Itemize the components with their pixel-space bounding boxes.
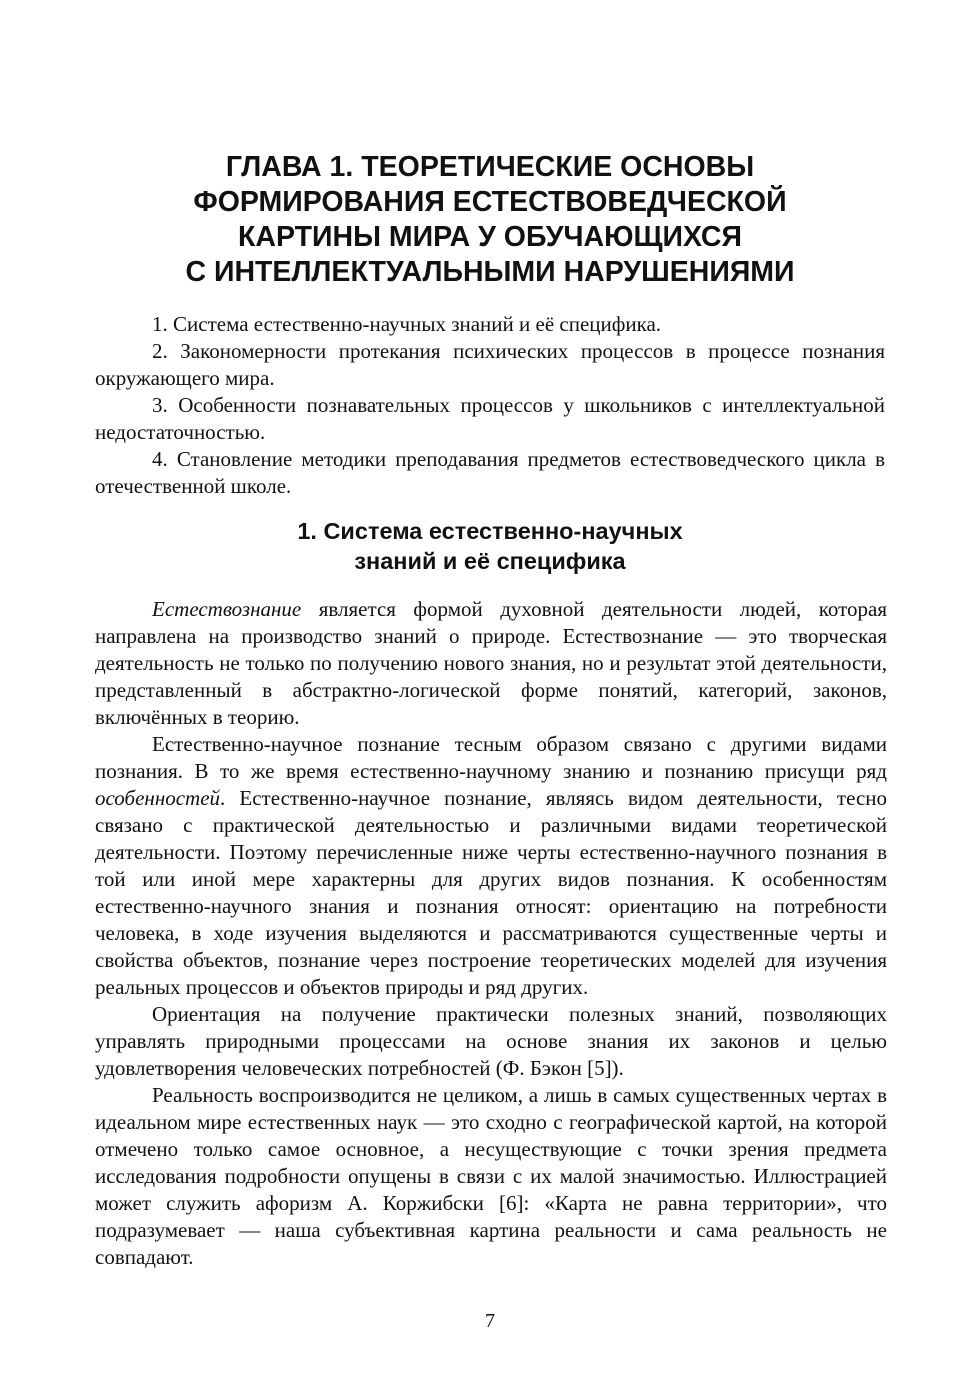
chapter-contents-list — [95, 311, 885, 500]
section-body — [95, 596, 887, 1271]
section-title — [95, 516, 885, 576]
contents-item: 3. Особенности познавательных процессов у школьников с интеллектуальной недостаточностью. — [95, 393, 885, 444]
contents-item: 1. Система естественно-научных знаний и её специфика. — [152, 312, 662, 336]
chapter-title-line: КАРТИНЫ МИРА У ОБУЧАЮЩИХСЯ — [238, 221, 742, 253]
paragraph: Реальность воспроизводится не целиком, а лишь в самых существенных чертах в идеальном мире естественных наук — это сходно с географической картой, на которой отмечено только самое основное, а несуществующие с точки зрения предмета исследования подробности опущены в связи с их малой значимостью. Иллюстрацией может служить афоризм А. Коржибски [6]: «Карта не равна территории», что подразумевает — наша субъективная картина реальности и сама реальность не совпадают. — [95, 1083, 887, 1269]
paragraph-text: является формой духовной деятельности людей, которая направлена на производство знаний о природе. Естествознание — это творческая деятельность не только по получению нового знания, но и результат этой деятельности, представленный в абстрактно-логической форме понятий, категорий, законов, включённых в теорию. — [95, 597, 887, 729]
contents-item: 2. Закономерности протекания психических процессов в процессе познания окружающего мира. — [95, 339, 885, 390]
chapter-title — [95, 150, 885, 290]
section-title-line: знаний и её специфика — [354, 548, 626, 574]
term-emphasis: Естествознание — [152, 597, 302, 621]
section-title-line: 1. Система естественно-научных — [297, 518, 683, 544]
paragraph-text: . Естественно-научное познание, являясь видом деятельности, тесно связано с практической деятельностью и различными видами теоретической деятельности. Поэтому перечисленные ниже черты естественно-научного познания в той или иной мере характерны для других видов познания. К особенностям естественно-научного знания и познания относят: ориентацию на потребности человека, в ходе изучения выделяются и рассматриваются существенные черты и свойства объектов, познание через построение теоретических моделей для изучения реальных процессов и объектов природы и ряд других. — [95, 786, 887, 999]
chapter-title-line: ФОРМИРОВАНИЯ ЕСТЕСТВОВЕДЧЕСКОЙ — [193, 186, 787, 218]
paragraph-text: Естественно-научное познание тесным образом связано с другими видами познания. В то же время естественно-научному знанию и познанию присущи ряд — [95, 732, 887, 783]
contents-item: 4. Становление методики преподавания предметов естествоведческого цикла в отечественной школе. — [95, 447, 885, 498]
paragraph: Ориентация на получение практически полезных знаний, позволяющих управлять природными процессами на основе знания их законов и целью удовлетворения человеческих потребностей (Ф. Бэкон [5]). — [95, 1002, 887, 1080]
chapter-title-line: С ИНТЕЛЛЕКТУАЛЬНЫМИ НАРУШЕНИЯМИ — [185, 256, 795, 288]
term-emphasis: особенностей — [95, 786, 221, 810]
paragraph — [95, 731, 887, 1001]
paragraph — [95, 596, 887, 731]
chapter-title-line: ГЛАВА 1. ТЕОРЕТИЧЕСКИЕ ОСНОВЫ — [225, 151, 755, 183]
page-number: 7 — [485, 1310, 495, 1332]
